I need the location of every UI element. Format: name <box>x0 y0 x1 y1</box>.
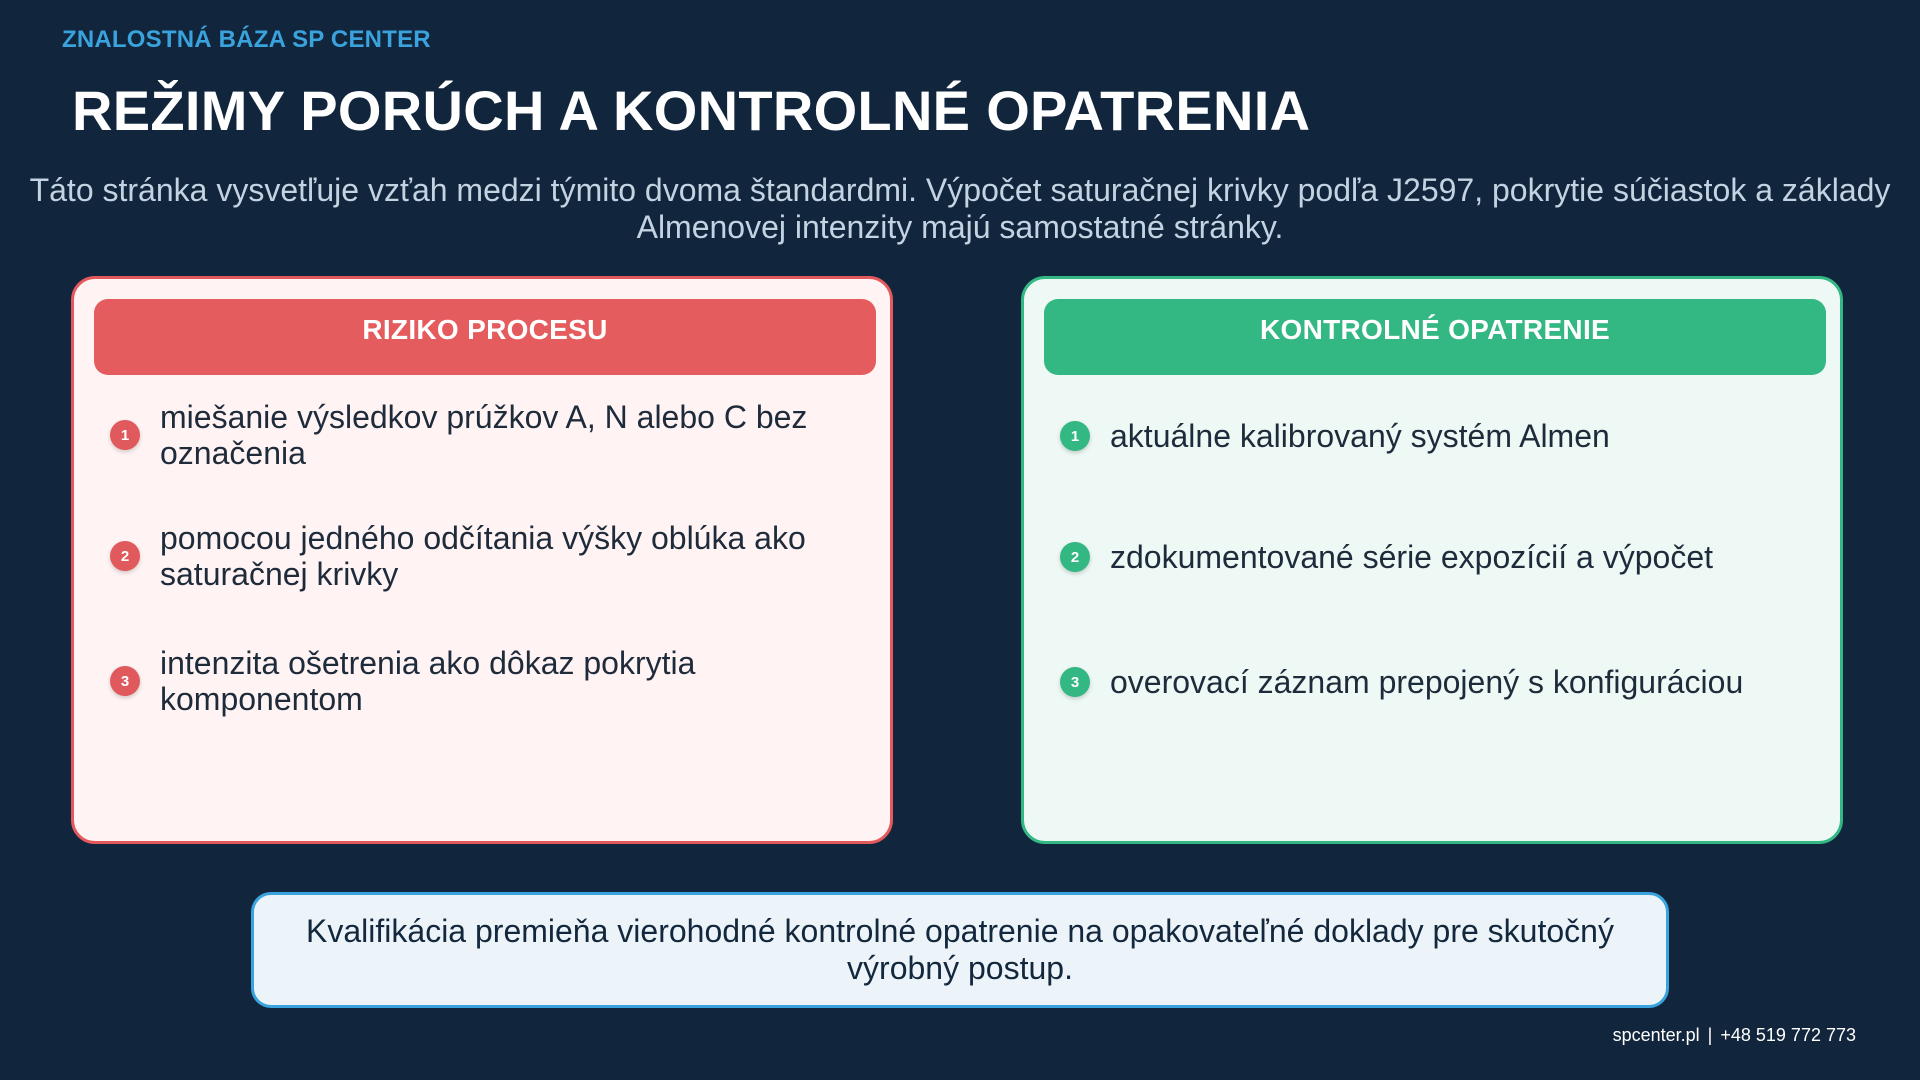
contact-separator: | <box>1707 1025 1713 1045</box>
control-card <box>1021 276 1843 844</box>
website-link[interactable]: spcenter.pl <box>1612 1025 1700 1045</box>
control-card-header: KONTROLNÉ OPATRENIE <box>1044 299 1826 375</box>
qualification-note: Kvalifikácia premieňa vierohodné kontrolné opatrenie na opakovateľné doklady pre skutočný výrobný postup. <box>306 913 1614 986</box>
control-item-text: zdokumentované série expozícií a výpočet <box>1110 539 1713 575</box>
page-title: REŽIMY PORÚCH A KONTROLNÉ OPATRENIA <box>72 79 1311 142</box>
number-badge: 1 <box>110 420 140 450</box>
number-badge: 2 <box>110 541 140 571</box>
control-item-text: aktuálne kalibrovaný systém Almen <box>1110 418 1610 454</box>
phone-number[interactable]: +48 519 772 773 <box>1720 1025 1856 1045</box>
control-item <box>1060 664 1810 700</box>
risk-item <box>110 645 860 717</box>
number-badge: 3 <box>1060 667 1090 697</box>
risk-item-text: miešanie výsledkov prúžkov A, N alebo C bez označenia <box>160 399 808 471</box>
page-subtitle: Táto stránka vysvetľuje vzťah medzi týmito dvoma štandardmi. Výpočet saturačnej krivky podľa J2597, pokrytie súčiastok a základy Almenovej intenzity majú samostatné stránky. <box>29 172 1891 245</box>
number-badge: 1 <box>1060 421 1090 451</box>
risk-card-header: RIZIKO PROCESU <box>94 299 876 375</box>
control-item <box>1060 418 1810 454</box>
risk-item-text: intenzita ošetrenia ako dôkaz pokrytia komponentom <box>160 645 696 717</box>
risk-item <box>110 399 860 471</box>
risk-item-text: pomocou jedného odčítania výšky oblúka ako saturačnej krivky <box>160 520 806 592</box>
number-badge: 3 <box>110 666 140 696</box>
control-item-text: overovací záznam prepojený s konfiguráciou <box>1110 664 1744 700</box>
contact-info <box>1613 1025 1856 1046</box>
kicker-label: ZNALOSTNÁ BÁZA SP CENTER <box>62 26 431 53</box>
control-item <box>1060 539 1810 575</box>
risk-card <box>71 276 893 844</box>
risk-item <box>110 520 860 592</box>
qualification-note-box <box>251 892 1669 1008</box>
number-badge: 2 <box>1060 542 1090 572</box>
